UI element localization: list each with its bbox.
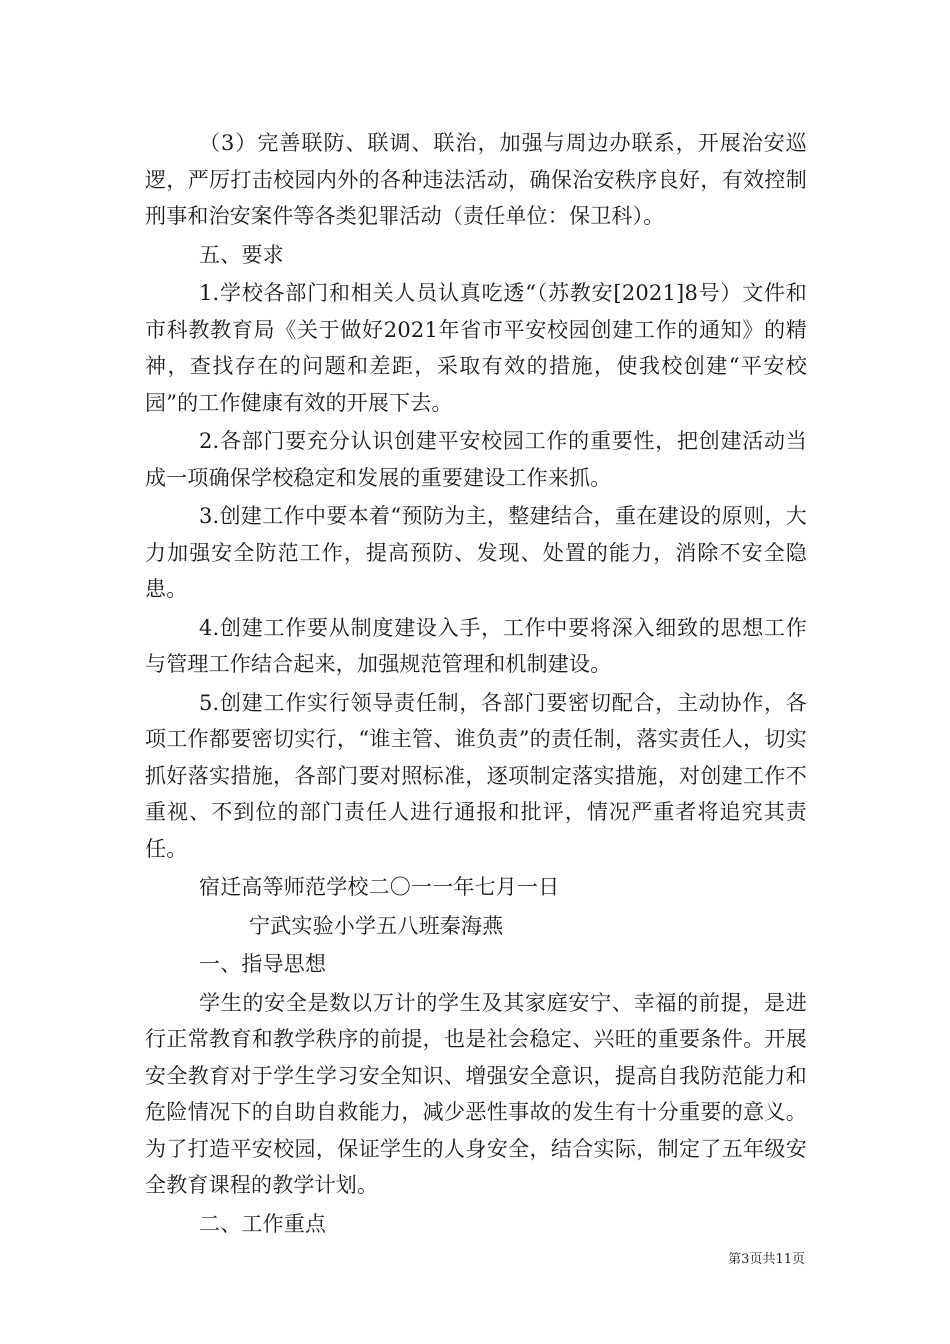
section-heading-guiding-ideology: 一、指导思想 [199, 952, 327, 976]
paragraph-guiding-ideology: 学生的安全是数以万计的学生及其家庭安宁、幸福的前提，是进行正常教育和教学秩序的前提，也是社会稳定、兴旺的重要条件。开展安全教育对于学生学习安全知识、增强安全意识，提高自我防范能力和危险情况下的自助自救能力，减少恶性事故的发生有十分重要的意义。为了打造平安校园，保证学生的人身安全，结合实际，制定了五年级安全教育课程的教学计划。 [145, 990, 807, 1197]
page-number-footer: 第3页共11页 [728, 1252, 805, 1267]
requirement-item-4: 4.创建工作要从制度建设入手，工作中要将深入细致的思想工作与管理工作结合起来，加强规范管理和机制建设。 [145, 615, 807, 676]
requirement-item-3: 3.创建工作中要本着“预防为主，整建结合，重在建设的原则，大力加强安全防范工作，提高预防、发现、处置的能力，消除不安全隐患。 [145, 504, 807, 601]
requirement-item-2: 2.各部门要充分认识创建平安校园工作的重要性，把创建活动当成一项确保学校稳定和发展的重要建设工作来抓。 [145, 429, 807, 490]
signature-school-date: 宿迁高等师范学校二〇一一年七月一日 [199, 875, 560, 899]
section-heading-requirements: 五、要求 [199, 242, 284, 267]
section-heading-work-focus: 二、工作重点 [199, 1211, 327, 1236]
document-body [145, 125, 807, 1242]
requirement-item-1: 1.学校各部门和相关人员认真吃透“（苏教安[2021]8号）文件和市科教教育局《关于做好2021年省市平安校园创建工作的通知》的精神，查找存在的问题和差距，采取有效的措施，使我校创建“平安校园”的工作健康有效的开展下去。 [145, 281, 807, 415]
author-line: 宁武实验小学五八班秦海燕 [249, 913, 504, 938]
paragraph-security-patrol: （3）完善联防、联调、联治，加强与周边办联系，开展治安巡逻，严厉打击校园内外的各种违法活动，确保治安秩序良好，有效控制刑事和治安案件等各类犯罪活动（责任单位：保卫科）。 [145, 131, 807, 228]
requirement-item-5: 5.创建工作实行领导责任制，各部门要密切配合，主动协作，各项工作都要密切实行，“谁主管、谁负责”的责任制，落实责任人，切实抓好落实措施，各部门要对照标准，逐项制定落实措施，对创建工作不重视、不到位的部门责任人进行通报和批评，情况严重者将追究其责任。 [145, 690, 807, 861]
